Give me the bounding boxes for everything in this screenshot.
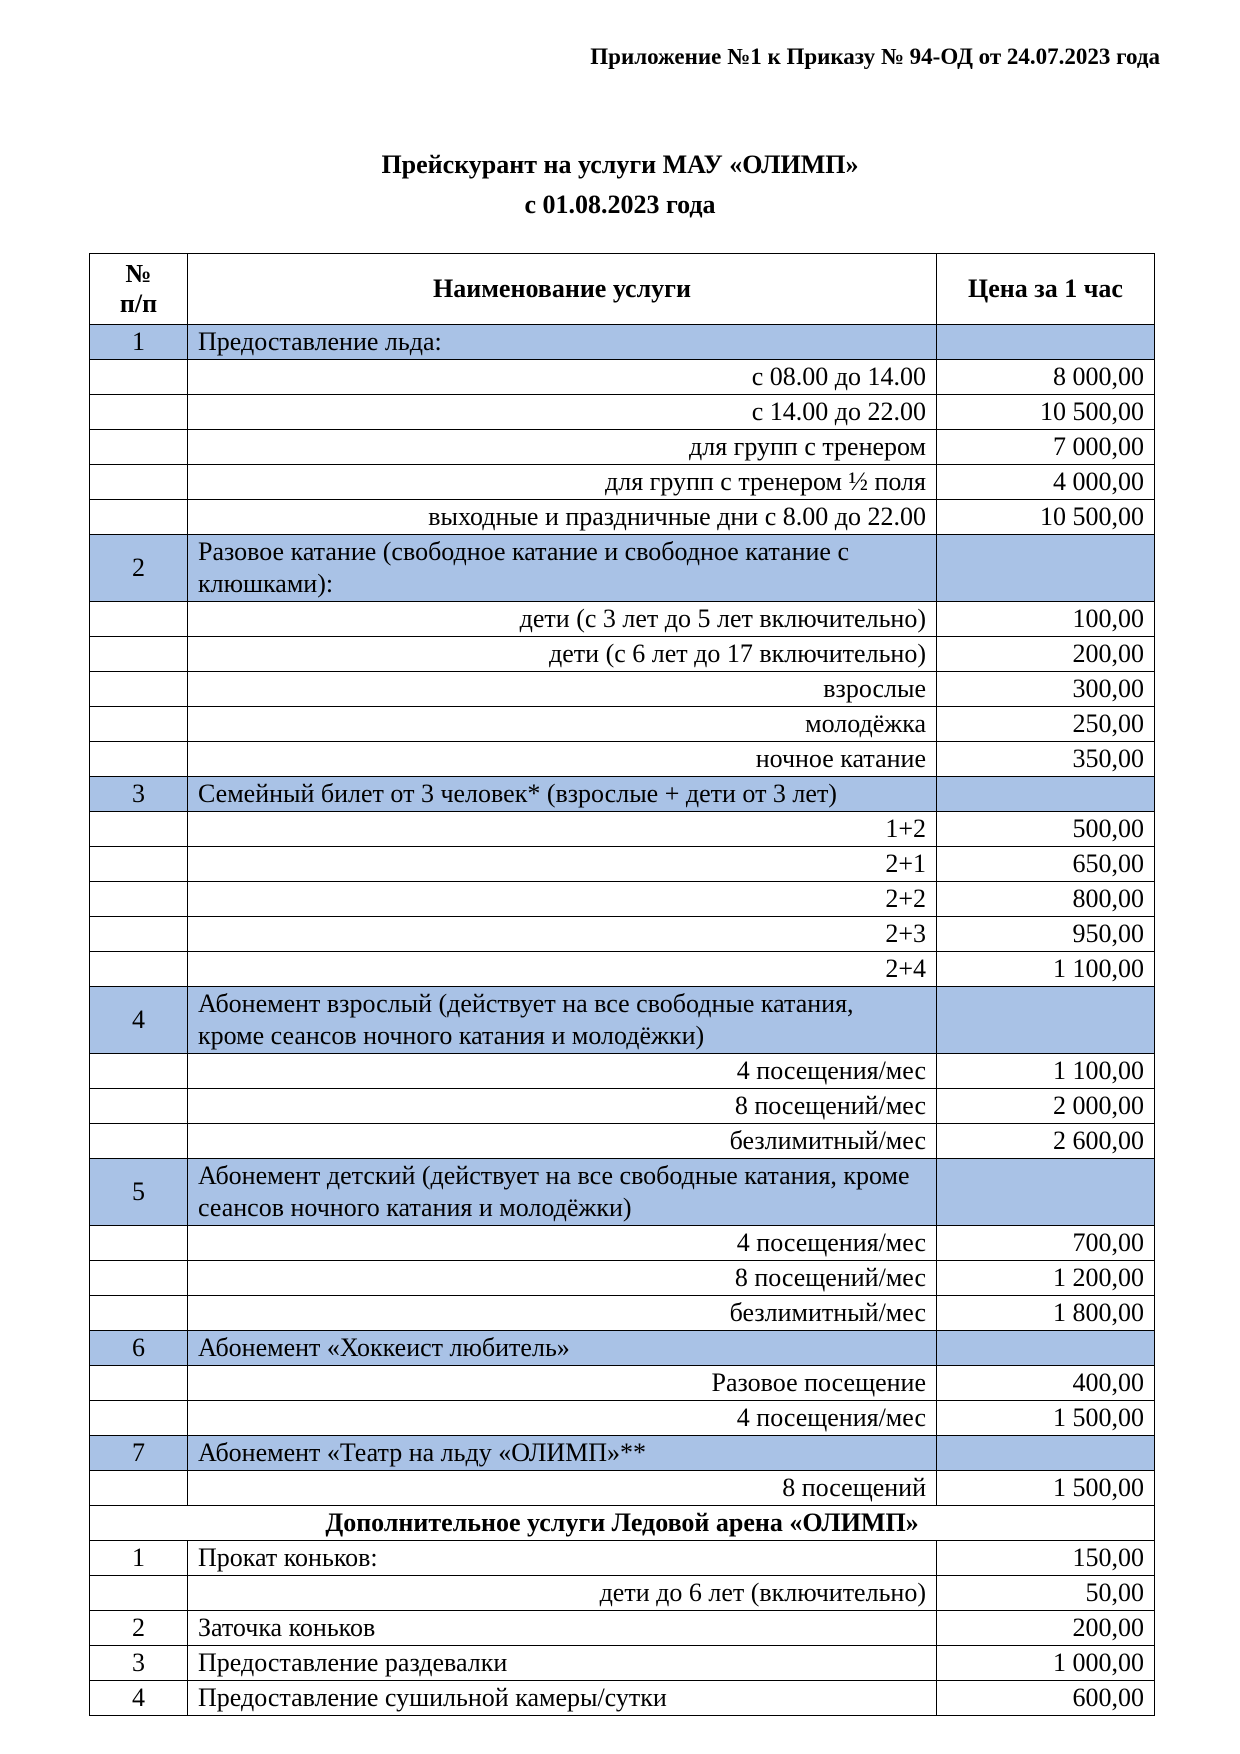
section-header-row — [90, 1506, 1155, 1541]
table-row — [90, 465, 1155, 500]
service-price: 1 100,00 — [937, 1054, 1155, 1089]
row-number: 1 — [90, 325, 188, 360]
table-row — [90, 952, 1155, 987]
row-number — [90, 1261, 188, 1296]
service-price: 2 000,00 — [937, 1089, 1155, 1124]
service-name: Разовое посещение — [188, 1366, 937, 1401]
row-number — [90, 672, 188, 707]
row-number — [90, 1576, 188, 1611]
service-price — [937, 535, 1155, 602]
table-row — [90, 1471, 1155, 1506]
service-name: Абонемент «Театр на льду «ОЛИМП»** — [188, 1436, 937, 1471]
service-name: Прокат коньков: — [188, 1541, 937, 1576]
service-price — [937, 1159, 1155, 1226]
service-name: с 08.00 до 14.00 — [188, 360, 937, 395]
service-name: с 14.00 до 22.00 — [188, 395, 937, 430]
table-header-row — [90, 254, 1155, 325]
row-number: 7 — [90, 1436, 188, 1471]
table-row — [90, 1226, 1155, 1261]
row-number — [90, 1226, 188, 1261]
service-price: 150,00 — [937, 1541, 1155, 1576]
service-name: 8 посещений — [188, 1471, 937, 1506]
row-number — [90, 1401, 188, 1436]
row-number — [90, 952, 188, 987]
service-price: 1 200,00 — [937, 1261, 1155, 1296]
table-row — [90, 882, 1155, 917]
row-number — [90, 500, 188, 535]
table-row — [90, 602, 1155, 637]
service-price: 200,00 — [937, 1611, 1155, 1646]
header-price: Цена за 1 час — [937, 254, 1155, 325]
row-number: 4 — [90, 987, 188, 1054]
header-number: № п/п — [90, 254, 188, 325]
service-price: 10 500,00 — [937, 500, 1155, 535]
service-price: 800,00 — [937, 882, 1155, 917]
service-price: 10 500,00 — [937, 395, 1155, 430]
table-row — [90, 1366, 1155, 1401]
price-list-table — [89, 253, 1155, 1716]
row-number: 3 — [90, 777, 188, 812]
table-row — [90, 917, 1155, 952]
service-name: 4 посещения/мес — [188, 1226, 937, 1261]
row-number: 2 — [90, 535, 188, 602]
table-row — [90, 430, 1155, 465]
row-number — [90, 1054, 188, 1089]
service-name: 4 посещения/мес — [188, 1401, 937, 1436]
service-price: 250,00 — [937, 707, 1155, 742]
table-row — [90, 1124, 1155, 1159]
service-name: молодёжка — [188, 707, 937, 742]
table-row — [90, 395, 1155, 430]
table-row — [90, 1681, 1155, 1716]
service-price — [937, 1331, 1155, 1366]
service-name: выходные и праздничные дни с 8.00 до 22.00 — [188, 500, 937, 535]
row-number — [90, 847, 188, 882]
service-price: 300,00 — [937, 672, 1155, 707]
row-number — [90, 1296, 188, 1331]
category-row — [90, 1159, 1155, 1226]
row-number — [90, 1366, 188, 1401]
service-name: Предоставление льда: — [188, 325, 937, 360]
service-name: 2+2 — [188, 882, 937, 917]
table-row — [90, 742, 1155, 777]
table-row — [90, 1296, 1155, 1331]
service-price — [937, 987, 1155, 1054]
table-row — [90, 1646, 1155, 1681]
row-number — [90, 1089, 188, 1124]
row-number — [90, 465, 188, 500]
service-price: 100,00 — [937, 602, 1155, 637]
service-price: 350,00 — [937, 742, 1155, 777]
table-row — [90, 1541, 1155, 1576]
row-number — [90, 882, 188, 917]
row-number — [90, 430, 188, 465]
row-number: 4 — [90, 1681, 188, 1716]
service-name: 2+4 — [188, 952, 937, 987]
table-row — [90, 1054, 1155, 1089]
service-price: 1 800,00 — [937, 1296, 1155, 1331]
service-price: 1 500,00 — [937, 1471, 1155, 1506]
service-name: 2+3 — [188, 917, 937, 952]
row-number: 3 — [90, 1646, 188, 1681]
service-name: ночное катание — [188, 742, 937, 777]
title-line-1: Прейскурант на услуги МАУ «ОЛИМП» — [381, 150, 859, 179]
table-row — [90, 672, 1155, 707]
table-row — [90, 1576, 1155, 1611]
row-number — [90, 812, 188, 847]
table-row — [90, 1089, 1155, 1124]
service-name: дети (с 6 лет до 17 включительно) — [188, 637, 937, 672]
row-number — [90, 602, 188, 637]
row-number — [90, 1471, 188, 1506]
service-name: 4 посещения/мес — [188, 1054, 937, 1089]
service-name: безлимитный/мес — [188, 1124, 937, 1159]
service-name: для групп с тренером ½ поля — [188, 465, 937, 500]
table-row — [90, 500, 1155, 535]
service-name: 1+2 — [188, 812, 937, 847]
service-price: 8 000,00 — [937, 360, 1155, 395]
document-title — [0, 145, 1240, 225]
service-name: 8 посещений/мес — [188, 1261, 937, 1296]
appendix-reference: Приложение №1 к Приказу № 94-ОД от 24.07.2023 года — [590, 44, 1160, 69]
row-number — [90, 1124, 188, 1159]
service-name: Абонемент «Хоккеист любитель» — [188, 1331, 937, 1366]
service-name: 8 посещений/мес — [188, 1089, 937, 1124]
service-price: 500,00 — [937, 812, 1155, 847]
service-name: безлимитный/мес — [188, 1296, 937, 1331]
service-name: Заточка коньков — [188, 1611, 937, 1646]
service-price: 1 500,00 — [937, 1401, 1155, 1436]
service-name: Семейный билет от 3 человек* (взрослые + дети от 3 лет) — [188, 777, 937, 812]
service-price: 650,00 — [937, 847, 1155, 882]
service-price: 950,00 — [937, 917, 1155, 952]
service-name: Предоставление раздевалки — [188, 1646, 937, 1681]
header-service-name: Наименование услуги — [188, 254, 937, 325]
service-price: 1 000,00 — [937, 1646, 1155, 1681]
service-price: 1 100,00 — [937, 952, 1155, 987]
service-price — [937, 325, 1155, 360]
table-row — [90, 637, 1155, 672]
service-price: 600,00 — [937, 1681, 1155, 1716]
row-number: 2 — [90, 1611, 188, 1646]
service-name: Предоставление сушильной камеры/сутки — [188, 1681, 937, 1716]
row-number — [90, 395, 188, 430]
category-row — [90, 535, 1155, 602]
table-body — [90, 325, 1155, 1716]
category-row — [90, 987, 1155, 1054]
table-row — [90, 1261, 1155, 1296]
table-row — [90, 707, 1155, 742]
service-name: взрослые — [188, 672, 937, 707]
table-row — [90, 847, 1155, 882]
category-row — [90, 1436, 1155, 1471]
service-name: дети до 6 лет (включительно) — [188, 1576, 937, 1611]
service-price — [937, 1436, 1155, 1471]
service-name: Разовое катание (свободное катание и свободное катание с клюшками): — [188, 535, 937, 602]
title-line-2: с 01.08.2023 года — [524, 190, 716, 219]
row-number: 5 — [90, 1159, 188, 1226]
service-name: Абонемент взрослый (действует на все свободные катания, кроме сеансов ночного катания и молодёжки) — [188, 987, 937, 1054]
service-price: 4 000,00 — [937, 465, 1155, 500]
row-number — [90, 637, 188, 672]
category-row — [90, 325, 1155, 360]
service-price — [937, 777, 1155, 812]
service-price: 7 000,00 — [937, 430, 1155, 465]
service-name: 2+1 — [188, 847, 937, 882]
row-number — [90, 742, 188, 777]
table-row — [90, 1401, 1155, 1436]
service-name: дети (с 3 лет до 5 лет включительно) — [188, 602, 937, 637]
table-row — [90, 1611, 1155, 1646]
row-number — [90, 917, 188, 952]
table-row — [90, 812, 1155, 847]
row-number — [90, 360, 188, 395]
service-price: 50,00 — [937, 1576, 1155, 1611]
section-title: Дополнительное услуги Ледовой арена «ОЛИМП» — [90, 1506, 1155, 1541]
row-number: 1 — [90, 1541, 188, 1576]
service-price: 400,00 — [937, 1366, 1155, 1401]
service-price: 200,00 — [937, 637, 1155, 672]
row-number: 6 — [90, 1331, 188, 1366]
service-price: 700,00 — [937, 1226, 1155, 1261]
category-row — [90, 777, 1155, 812]
service-name: для групп с тренером — [188, 430, 937, 465]
table-row — [90, 360, 1155, 395]
service-price: 2 600,00 — [937, 1124, 1155, 1159]
category-row — [90, 1331, 1155, 1366]
service-name: Абонемент детский (действует на все свободные катания, кроме сеансов ночного катания и молодёжки) — [188, 1159, 937, 1226]
row-number — [90, 707, 188, 742]
